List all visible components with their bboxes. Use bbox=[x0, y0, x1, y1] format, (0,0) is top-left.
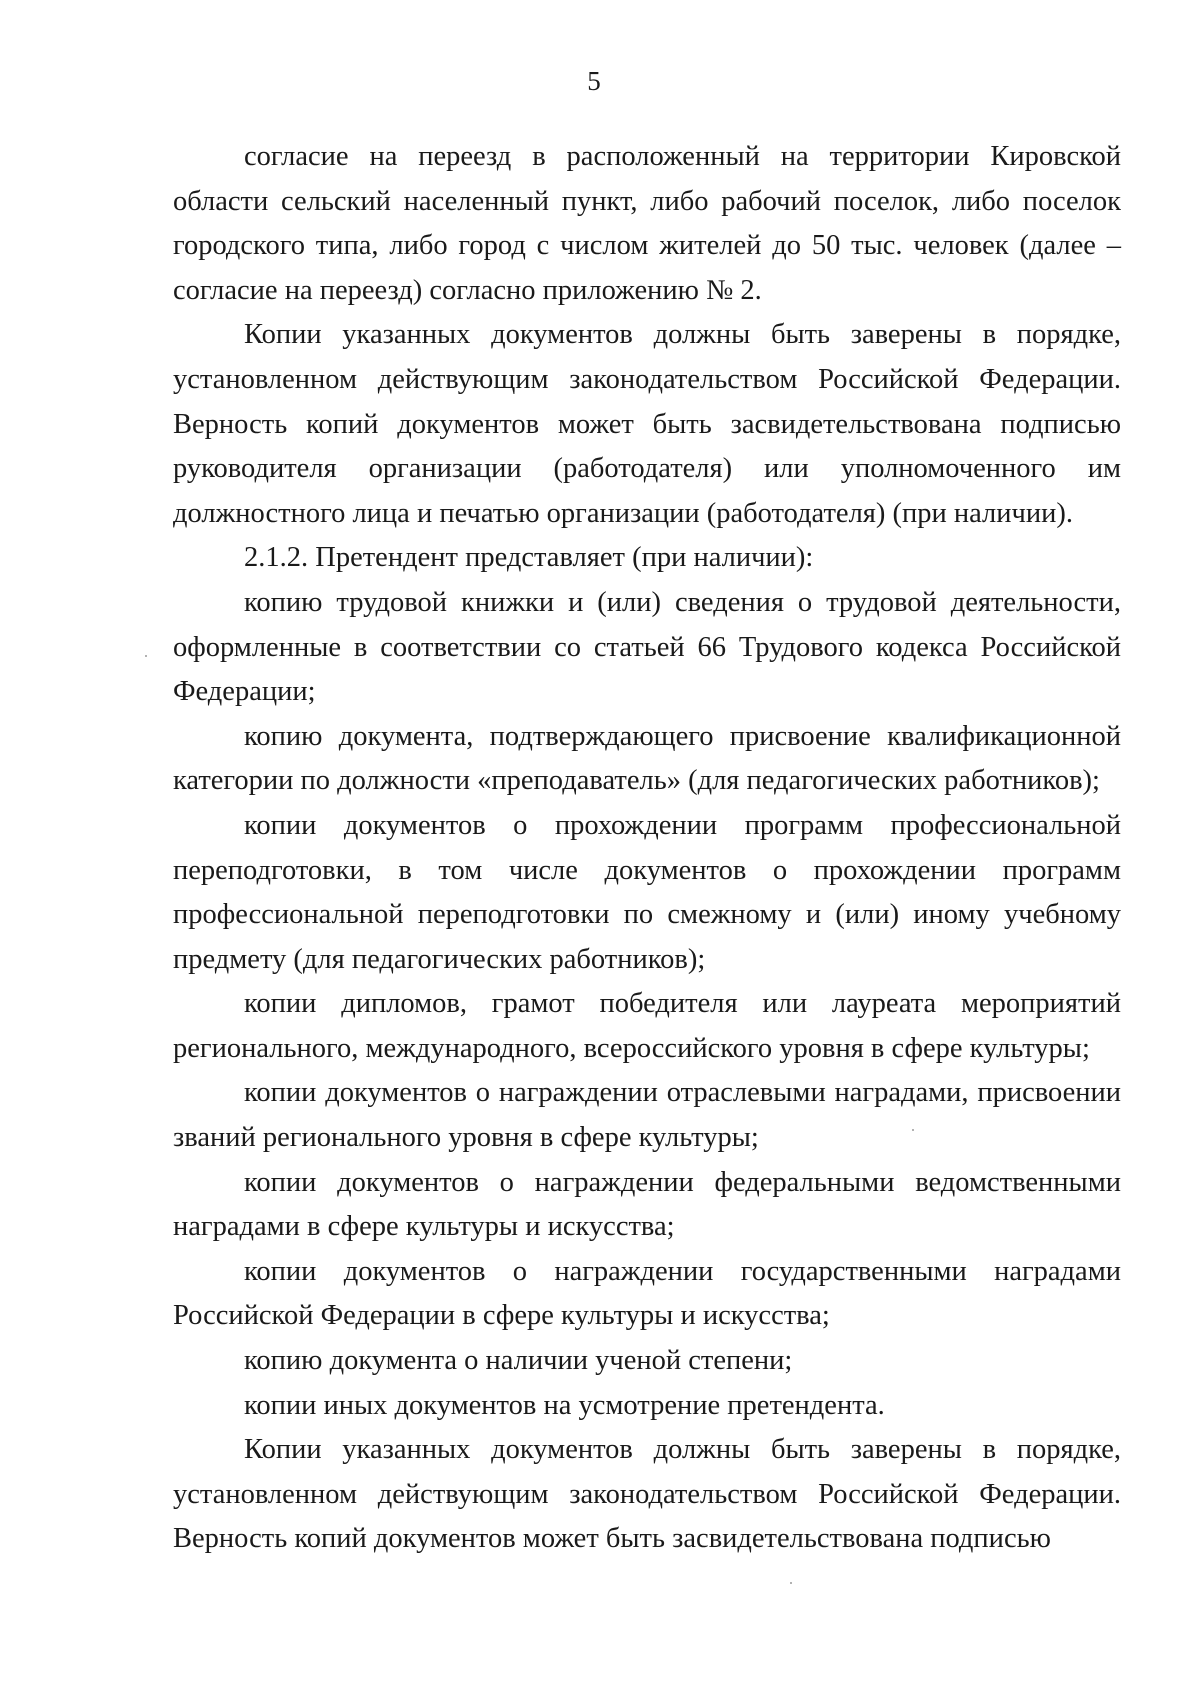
paragraph-qualification-category: копию документа, подтверждающего присвоение квалификационной категории по должности «преподаватель» (для педагогических работников); bbox=[173, 720, 1121, 797]
paragraph-federal-awards: копии документов о награждении федеральными ведомственными наградами в сфере культуры и искусства; bbox=[173, 1166, 1121, 1243]
document-body bbox=[173, 135, 1121, 1562]
paragraph-copies-certification: Копии указанных документов должны быть заверены в порядке, установленном действующим законодательством Российской Федерации. Верность копий документов может быть засвидетельствована подписью руководителя организации (работодателя) или уполномоченного им должностного лица и печатью организации (работодателя) (при наличии). bbox=[173, 319, 1121, 529]
page-number: 5 bbox=[587, 66, 601, 96]
paragraph-copies-certification-repeat: Копии указанных документов должны быть заверены в порядке, установленном действующим законодательством Российской Федерации. Верность копий документов может быть засвидетельствована подписью bbox=[173, 1434, 1121, 1555]
paragraph-retraining-programs: копии документов о прохождении программ профессиональной переподготовки, в том числе документов о прохождении программ профессиональной переподготовки по смежному и (или) иному учебному предмету (для педагогических работников); bbox=[173, 809, 1121, 975]
paragraph-state-awards: копии документов о награждении государственными наградами Российской Федерации в сфере культуры и искусства; bbox=[173, 1255, 1121, 1332]
paragraph-section-2-1-2: 2.1.2. Претендент представляет (при наличии): bbox=[244, 542, 814, 574]
paragraph-industry-awards: копии документов о награждении отраслевыми наградами, присвоении званий регионального уровня в сфере культуры; bbox=[173, 1077, 1121, 1154]
paragraph-other-documents: копии иных документов на усмотрение претендента. bbox=[244, 1389, 885, 1421]
paragraph-diplomas-awards: копии дипломов, грамот победителя или лауреата мероприятий регионального, международного, всероссийского уровня в сфере культуры; bbox=[173, 988, 1121, 1064]
paragraph-consent-relocation: согласие на переезд в расположенный на территории Кировской области сельский населенный пункт, либо рабочий поселок, либо поселок городского типа, либо город с числом жителей до 50 тыс. человек (далее – согласие на переезд) согласно приложению № 2. bbox=[173, 141, 1121, 306]
paragraph-academic-degree: копию документа о наличии ученой степени; bbox=[244, 1345, 793, 1377]
scan-speck bbox=[912, 1129, 914, 1131]
scan-speck bbox=[790, 1582, 792, 1584]
scan-speck bbox=[145, 655, 147, 657]
paragraph-work-record: копию трудовой книжки и (или) сведения о трудовой деятельности, оформленные в соответствии со статьей 66 Трудового кодекса Российской Федерации; bbox=[173, 586, 1121, 708]
